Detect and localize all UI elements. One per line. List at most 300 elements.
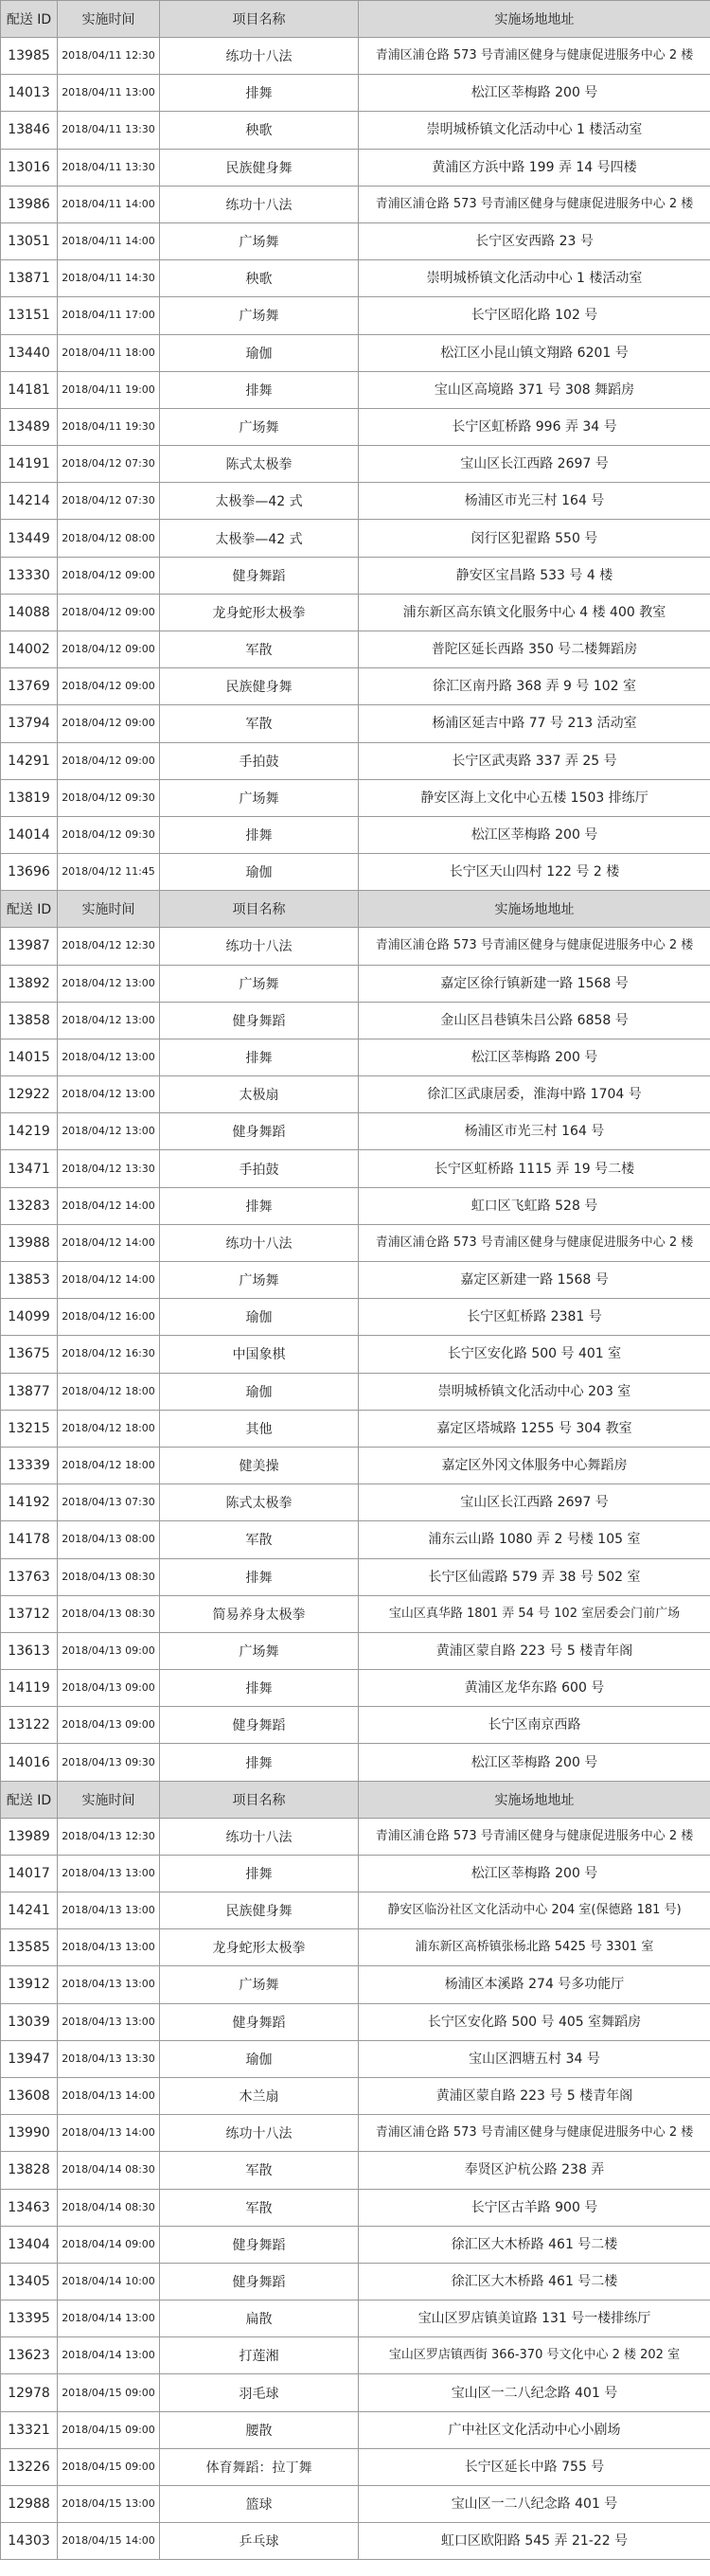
cell-project: 篮球: [160, 2486, 359, 2523]
cell-time: 2018/04/14 13:00: [58, 2337, 160, 2374]
cell-address: 长宁区武夷路 337 弄 25 号: [359, 742, 710, 779]
table-row: [1, 38, 710, 75]
cell-address: 崇明城桥镇文化活动中心 1 楼活动室: [359, 112, 710, 149]
table-row: [1, 1150, 710, 1187]
cell-address: 黄浦区龙华东路 600 号: [359, 1670, 710, 1707]
table-row: [1, 2152, 710, 2189]
cell-project: 其他: [160, 1410, 359, 1447]
cell-id: 13321: [1, 2411, 58, 2448]
header-project: 项目名称: [160, 1781, 359, 1818]
cell-id: 12922: [1, 1076, 58, 1113]
cell-time: 2018/04/13 09:00: [58, 1707, 160, 1744]
cell-id: 14016: [1, 1744, 58, 1781]
cell-address: 青浦区浦仓路 573 号青浦区健身与健康促进服务中心 2 楼: [359, 928, 710, 965]
table-row: [1, 928, 710, 965]
cell-project: 太极拳—42 式: [160, 520, 359, 557]
table-row: [1, 1744, 710, 1781]
cell-id: 13330: [1, 557, 58, 594]
table-row: [1, 520, 710, 557]
table-row: [1, 2374, 710, 2411]
cell-time: 2018/04/11 12:30: [58, 38, 160, 75]
header-id: 配送 ID: [1, 1, 58, 38]
table-row: [1, 1262, 710, 1299]
cell-project: 广场舞: [160, 1262, 359, 1299]
table-row: [1, 1113, 710, 1150]
cell-time: 2018/04/12 14:00: [58, 1224, 160, 1261]
cell-address: 松江区莘梅路 200 号: [359, 816, 710, 853]
cell-id: 13769: [1, 668, 58, 705]
cell-address: 奉贤区沪杭公路 238 弄: [359, 2152, 710, 2189]
cell-address: 长宁区仙霞路 579 弄 38 号 502 室: [359, 1558, 710, 1595]
table-row: [1, 222, 710, 259]
table-row: [1, 1670, 710, 1707]
table-header-row: [1, 1781, 710, 1818]
cell-id: 14017: [1, 1855, 58, 1892]
cell-address: 长宁区天山四村 122 号 2 楼: [359, 854, 710, 891]
cell-address: 嘉定区新建一路 1568 号: [359, 1262, 710, 1299]
cell-time: 2018/04/12 09:00: [58, 594, 160, 631]
table-row: [1, 1892, 710, 1929]
table-row: [1, 1187, 710, 1224]
cell-address: 青浦区浦仓路 573 号青浦区健身与健康促进服务中心 2 楼: [359, 1818, 710, 1855]
cell-time: 2018/04/13 08:00: [58, 1521, 160, 1558]
cell-address: 宝山区真华路 1801 弄 54 号 102 室居委会门前广场: [359, 1595, 710, 1632]
cell-id: 13440: [1, 334, 58, 371]
cell-id: 13395: [1, 2301, 58, 2337]
cell-id: 13215: [1, 1410, 58, 1447]
cell-project: 练功十八法: [160, 928, 359, 965]
cell-id: 13871: [1, 260, 58, 297]
cell-project: 练功十八法: [160, 1818, 359, 1855]
cell-address: 金山区吕巷镇朱吕公路 6858 号: [359, 1002, 710, 1039]
header-project: 项目名称: [160, 891, 359, 928]
cell-id: 13585: [1, 1929, 58, 1966]
cell-project: 排舞: [160, 1670, 359, 1707]
cell-project: 广场舞: [160, 779, 359, 816]
cell-id: 14181: [1, 371, 58, 408]
cell-time: 2018/04/12 09:30: [58, 779, 160, 816]
cell-time: 2018/04/12 16:30: [58, 1336, 160, 1373]
table-row: [1, 2337, 710, 2374]
cell-id: 14099: [1, 1299, 58, 1336]
cell-project: 健身舞蹈: [160, 2263, 359, 2300]
cell-project: 广场舞: [160, 1966, 359, 2003]
table-row: [1, 2003, 710, 2040]
cell-id: 13846: [1, 112, 58, 149]
cell-id: 14178: [1, 1521, 58, 1558]
cell-address: 黄浦区蒙自路 223 号 5 楼青年阁: [359, 1632, 710, 1669]
table-row: [1, 1818, 710, 1855]
cell-time: 2018/04/12 13:30: [58, 1150, 160, 1187]
cell-time: 2018/04/12 13:00: [58, 1002, 160, 1039]
cell-project: 瑜伽: [160, 2040, 359, 2077]
table-header-row: [1, 1, 710, 38]
cell-time: 2018/04/13 09:00: [58, 1670, 160, 1707]
cell-project: 健身舞蹈: [160, 1113, 359, 1150]
cell-project: 打莲湘: [160, 2337, 359, 2374]
cell-project: 秧歌: [160, 260, 359, 297]
cell-id: 13404: [1, 2226, 58, 2263]
cell-address: 长宁区安化路 500 号 401 室: [359, 1336, 710, 1373]
table-row: [1, 1336, 710, 1373]
cell-project: 排舞: [160, 1039, 359, 1075]
table-row: [1, 2411, 710, 2448]
cell-id: 13989: [1, 1818, 58, 1855]
cell-id: 14088: [1, 594, 58, 631]
cell-time: 2018/04/12 16:00: [58, 1299, 160, 1336]
table-row: [1, 965, 710, 1002]
cell-time: 2018/04/12 13:00: [58, 1076, 160, 1113]
cell-time: 2018/04/13 13:00: [58, 2003, 160, 2040]
cell-time: 2018/04/12 09:30: [58, 816, 160, 853]
header-address: 实施场地地址: [359, 1781, 710, 1818]
cell-project: 广场舞: [160, 297, 359, 334]
cell-time: 2018/04/13 08:30: [58, 1595, 160, 1632]
cell-address: 黄浦区方浜中路 199 弄 14 号四楼: [359, 149, 710, 186]
table-row: [1, 1707, 710, 1744]
table-row: [1, 2040, 710, 2077]
table-row: [1, 1929, 710, 1966]
cell-address: 虹口区飞虹路 528 号: [359, 1187, 710, 1224]
table-row: [1, 1484, 710, 1521]
cell-id: 14241: [1, 1892, 58, 1929]
cell-address: 长宁区昭化路 102 号: [359, 297, 710, 334]
cell-project: 瑜伽: [160, 1373, 359, 1410]
cell-time: 2018/04/14 10:00: [58, 2263, 160, 2300]
table-row: [1, 816, 710, 853]
cell-project: 民族健身舞: [160, 668, 359, 705]
cell-address: 宝山区罗店镇西街 366-370 号文化中心 2 楼 202 室: [359, 2337, 710, 2374]
cell-time: 2018/04/12 11:45: [58, 854, 160, 891]
cell-address: 徐汇区南丹路 368 弄 9 号 102 室: [359, 668, 710, 705]
cell-time: 2018/04/12 09:00: [58, 557, 160, 594]
cell-project: 体育舞蹈：拉丁舞: [160, 2448, 359, 2485]
cell-project: 木兰扇: [160, 2077, 359, 2114]
cell-project: 手拍鼓: [160, 742, 359, 779]
cell-address: 静安区宝昌路 533 号 4 楼: [359, 557, 710, 594]
cell-project: 排舞: [160, 1855, 359, 1892]
cell-address: 浦东云山路 1080 弄 2 号楼 105 室: [359, 1521, 710, 1558]
cell-address: 松江区莘梅路 200 号: [359, 1744, 710, 1781]
cell-project: 腰散: [160, 2411, 359, 2448]
cell-project: 排舞: [160, 75, 359, 112]
cell-time: 2018/04/12 18:00: [58, 1410, 160, 1447]
cell-id: 13947: [1, 2040, 58, 2077]
cell-id: 14214: [1, 483, 58, 520]
header-project: 项目名称: [160, 1, 359, 38]
cell-address: 嘉定区徐行镇新建一路 1568 号: [359, 965, 710, 1002]
cell-address: 松江区莘梅路 200 号: [359, 75, 710, 112]
cell-time: 2018/04/11 18:00: [58, 334, 160, 371]
cell-project: 民族健身舞: [160, 1892, 359, 1929]
table-row: [1, 260, 710, 297]
cell-project: 瑜伽: [160, 334, 359, 371]
cell-id: 13990: [1, 2115, 58, 2152]
table-row: [1, 1299, 710, 1336]
table-row: [1, 1521, 710, 1558]
cell-time: 2018/04/12 13:00: [58, 965, 160, 1002]
cell-address: 长宁区虹桥路 1115 弄 19 号二楼: [359, 1150, 710, 1187]
cell-time: 2018/04/13 14:00: [58, 2077, 160, 2114]
cell-time: 2018/04/14 08:30: [58, 2152, 160, 2189]
cell-id: 13449: [1, 520, 58, 557]
table-row: [1, 1966, 710, 2003]
cell-address: 宝山区泗塘五村 34 号: [359, 2040, 710, 2077]
cell-project: 健美操: [160, 1447, 359, 1483]
cell-project: 练功十八法: [160, 1224, 359, 1261]
table-row: [1, 854, 710, 891]
cell-id: 13016: [1, 149, 58, 186]
cell-id: 13613: [1, 1632, 58, 1669]
cell-id: 13151: [1, 297, 58, 334]
cell-time: 2018/04/13 07:30: [58, 1484, 160, 1521]
table-row: [1, 446, 710, 483]
table-row: [1, 2263, 710, 2300]
cell-address: 浦东新区高桥镇张杨北路 5425 号 3301 室: [359, 1929, 710, 1966]
cell-id: 13283: [1, 1187, 58, 1224]
cell-id: 14291: [1, 742, 58, 779]
cell-time: 2018/04/13 13:30: [58, 2040, 160, 2077]
table-row: [1, 149, 710, 186]
cell-time: 2018/04/11 13:00: [58, 75, 160, 112]
cell-project: 健身舞蹈: [160, 2003, 359, 2040]
cell-address: 青浦区浦仓路 573 号青浦区健身与健康促进服务中心 2 楼: [359, 1224, 710, 1261]
cell-id: 13986: [1, 186, 58, 222]
cell-project: 排舞: [160, 371, 359, 408]
cell-project: 健身舞蹈: [160, 2226, 359, 2263]
cell-time: 2018/04/12 09:00: [58, 705, 160, 742]
cell-id: 14303: [1, 2523, 58, 2560]
cell-project: 瑜伽: [160, 854, 359, 891]
cell-address: 广中社区文化活动中心小剧场: [359, 2411, 710, 2448]
table-row: [1, 557, 710, 594]
cell-id: 13696: [1, 854, 58, 891]
cell-id: 13471: [1, 1150, 58, 1187]
cell-id: 13339: [1, 1447, 58, 1483]
cell-id: 14014: [1, 816, 58, 853]
cell-time: 2018/04/14 08:30: [58, 2189, 160, 2226]
table-row: [1, 1558, 710, 1595]
cell-time: 2018/04/11 14:00: [58, 222, 160, 259]
cell-project: 太极拳—42 式: [160, 483, 359, 520]
cell-id: 13987: [1, 928, 58, 965]
cell-time: 2018/04/13 13:00: [58, 1892, 160, 1929]
table-row: [1, 75, 710, 112]
cell-time: 2018/04/13 12:30: [58, 1818, 160, 1855]
table-row: [1, 334, 710, 371]
cell-project: 龙身蛇形太极拳: [160, 594, 359, 631]
cell-id: 13039: [1, 2003, 58, 2040]
cell-id: 13819: [1, 779, 58, 816]
cell-address: 宝山区长江西路 2697 号: [359, 446, 710, 483]
cell-project: 广场舞: [160, 1632, 359, 1669]
cell-id: 13608: [1, 2077, 58, 2114]
cell-address: 徐汇区大木桥路 461 号二楼: [359, 2226, 710, 2263]
cell-project: 广场舞: [160, 408, 359, 445]
table-row: [1, 1410, 710, 1447]
cell-time: 2018/04/11 19:00: [58, 371, 160, 408]
cell-address: 静安区临汾社区文化活动中心 204 室(保德路 181 号): [359, 1892, 710, 1929]
cell-time: 2018/04/13 09:00: [58, 1632, 160, 1669]
cell-time: 2018/04/14 09:00: [58, 2226, 160, 2263]
table-row: [1, 371, 710, 408]
cell-time: 2018/04/11 13:30: [58, 112, 160, 149]
cell-id: 14002: [1, 631, 58, 668]
cell-time: 2018/04/12 09:00: [58, 668, 160, 705]
cell-address: 长宁区虹桥路 2381 号: [359, 1299, 710, 1336]
cell-project: 练功十八法: [160, 186, 359, 222]
cell-address: 青浦区浦仓路 573 号青浦区健身与健康促进服务中心 2 楼: [359, 38, 710, 75]
cell-time: 2018/04/11 19:30: [58, 408, 160, 445]
header-time: 实施时间: [58, 891, 160, 928]
table-row: [1, 742, 710, 779]
cell-project: 广场舞: [160, 222, 359, 259]
table-row: [1, 1855, 710, 1892]
cell-id: 13988: [1, 1224, 58, 1261]
cell-address: 松江区小昆山镇文翔路 6201 号: [359, 334, 710, 371]
header-time: 实施时间: [58, 1, 160, 38]
cell-id: 14192: [1, 1484, 58, 1521]
cell-id: 12978: [1, 2374, 58, 2411]
header-id: 配送 ID: [1, 891, 58, 928]
table-row: [1, 408, 710, 445]
cell-id: 13985: [1, 38, 58, 75]
cell-project: 扁散: [160, 2301, 359, 2337]
cell-id: 13877: [1, 1373, 58, 1410]
cell-address: 静安区海上文化中心五楼 1503 排练厅: [359, 779, 710, 816]
cell-address: 长宁区古羊路 900 号: [359, 2189, 710, 2226]
cell-id: 13405: [1, 2263, 58, 2300]
cell-id: 13828: [1, 2152, 58, 2189]
cell-time: 2018/04/12 07:30: [58, 483, 160, 520]
cell-id: 12988: [1, 2486, 58, 2523]
cell-project: 练功十八法: [160, 38, 359, 75]
cell-address: 嘉定区外冈文体服务中心舞蹈房: [359, 1447, 710, 1483]
table-row: [1, 668, 710, 705]
cell-time: 2018/04/12 14:00: [58, 1187, 160, 1224]
cell-address: 宝山区一二八纪念路 401 号: [359, 2486, 710, 2523]
cell-time: 2018/04/13 14:00: [58, 2115, 160, 2152]
cell-time: 2018/04/12 13:00: [58, 1113, 160, 1150]
cell-id: 13623: [1, 2337, 58, 2374]
cell-address: 崇明城桥镇文化活动中心 1 楼活动室: [359, 260, 710, 297]
cell-address: 宝山区长江西路 2697 号: [359, 1484, 710, 1521]
cell-project: 龙身蛇形太极拳: [160, 1929, 359, 1966]
cell-project: 军散: [160, 705, 359, 742]
cell-address: 杨浦区市光三村 164 号: [359, 1113, 710, 1150]
cell-id: 13763: [1, 1558, 58, 1595]
cell-project: 排舞: [160, 1558, 359, 1595]
cell-address: 虹口区欧阳路 545 弄 21-22 号: [359, 2523, 710, 2560]
cell-address: 杨浦区市光三村 164 号: [359, 483, 710, 520]
cell-time: 2018/04/13 08:30: [58, 1558, 160, 1595]
cell-address: 松江区莘梅路 200 号: [359, 1855, 710, 1892]
cell-id: 13463: [1, 2189, 58, 2226]
cell-time: 2018/04/12 12:30: [58, 928, 160, 965]
cell-time: 2018/04/11 13:30: [58, 149, 160, 186]
cell-address: 长宁区安化路 500 号 405 室舞蹈房: [359, 2003, 710, 2040]
table-row: [1, 1373, 710, 1410]
cell-address: 闵行区犯翟路 550 号: [359, 520, 710, 557]
header-address: 实施场地地址: [359, 891, 710, 928]
cell-time: 2018/04/12 13:00: [58, 1039, 160, 1075]
cell-id: 13892: [1, 965, 58, 1002]
cell-address: 长宁区虹桥路 996 弄 34 号: [359, 408, 710, 445]
cell-time: 2018/04/15 13:00: [58, 2486, 160, 2523]
table-row: [1, 186, 710, 222]
table-row: [1, 2486, 710, 2523]
cell-time: 2018/04/15 09:00: [58, 2411, 160, 2448]
cell-time: 2018/04/12 18:00: [58, 1373, 160, 1410]
cell-time: 2018/04/13 13:00: [58, 1855, 160, 1892]
cell-id: 13853: [1, 1262, 58, 1299]
table-row: [1, 2448, 710, 2485]
cell-address: 宝山区一二八纪念路 401 号: [359, 2374, 710, 2411]
cell-id: 13912: [1, 1966, 58, 2003]
cell-time: 2018/04/13 13:00: [58, 1929, 160, 1966]
cell-id: 14119: [1, 1670, 58, 1707]
cell-id: 13794: [1, 705, 58, 742]
cell-id: 13675: [1, 1336, 58, 1373]
table-row: [1, 2523, 710, 2560]
cell-address: 杨浦区本溪路 274 号多功能厅: [359, 1966, 710, 2003]
cell-address: 普陀区延长西路 350 号二楼舞蹈房: [359, 631, 710, 668]
cell-id: 14191: [1, 446, 58, 483]
table-row: [1, 2301, 710, 2337]
header-address: 实施场地地址: [359, 1, 710, 38]
cell-id: 13051: [1, 222, 58, 259]
cell-address: 长宁区延长中路 755 号: [359, 2448, 710, 2485]
table-row: [1, 297, 710, 334]
cell-id: 14013: [1, 75, 58, 112]
cell-id: 14015: [1, 1039, 58, 1075]
cell-project: 秧歌: [160, 112, 359, 149]
table-row: [1, 483, 710, 520]
cell-id: 13226: [1, 2448, 58, 2485]
table-row: [1, 1595, 710, 1632]
cell-address: 崇明城桥镇文化活动中心 203 室: [359, 1373, 710, 1410]
table-row: [1, 1002, 710, 1039]
cell-project: 军散: [160, 631, 359, 668]
table-row: [1, 1224, 710, 1261]
cell-id: 14219: [1, 1113, 58, 1150]
cell-project: 陈式太极拳: [160, 1484, 359, 1521]
table-row: [1, 1039, 710, 1075]
cell-time: 2018/04/15 09:00: [58, 2448, 160, 2485]
cell-address: 青浦区浦仓路 573 号青浦区健身与健康促进服务中心 2 楼: [359, 186, 710, 222]
cell-address: 长宁区安西路 23 号: [359, 222, 710, 259]
table-row: [1, 1632, 710, 1669]
cell-project: 练功十八法: [160, 2115, 359, 2152]
cell-project: 瑜伽: [160, 1299, 359, 1336]
table-row: [1, 594, 710, 631]
table-header-row: [1, 891, 710, 928]
cell-time: 2018/04/13 09:30: [58, 1744, 160, 1781]
table-row: [1, 1447, 710, 1483]
cell-project: 排舞: [160, 816, 359, 853]
header-id: 配送 ID: [1, 1781, 58, 1818]
cell-time: 2018/04/13 13:00: [58, 1966, 160, 2003]
cell-address: 青浦区浦仓路 573 号青浦区健身与健康促进服务中心 2 楼: [359, 2115, 710, 2152]
cell-id: 13122: [1, 1707, 58, 1744]
cell-time: 2018/04/12 09:00: [58, 631, 160, 668]
table-row: [1, 2226, 710, 2263]
cell-time: 2018/04/12 08:00: [58, 520, 160, 557]
cell-time: 2018/04/11 14:00: [58, 186, 160, 222]
table-row: [1, 631, 710, 668]
table-row: [1, 2077, 710, 2114]
cell-project: 健身舞蹈: [160, 557, 359, 594]
